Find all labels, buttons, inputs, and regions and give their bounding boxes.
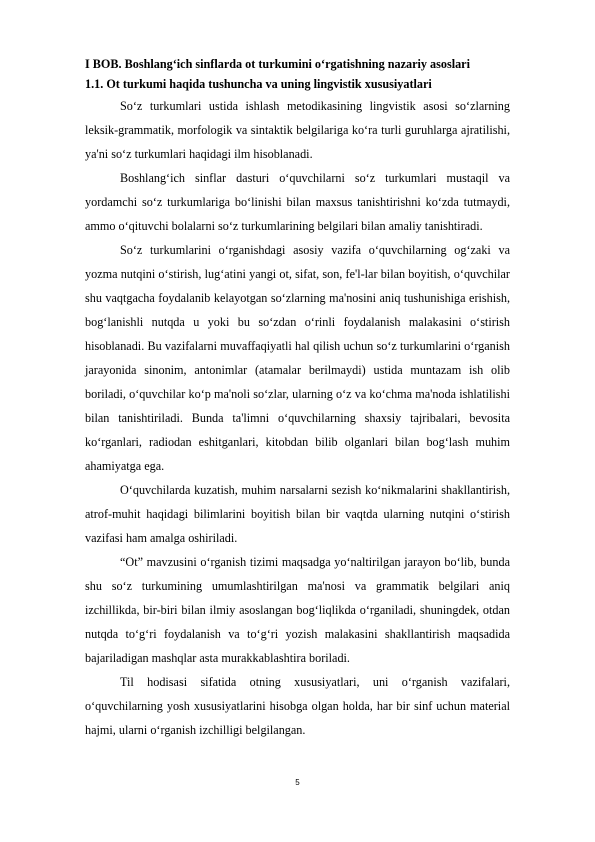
chapter-title: I BOB. Boshlang‘ich sinflarda ot turkumini o‘rgatishning nazariy asoslari <box>85 57 470 71</box>
section-title: 1.1. Ot turkumi haqida tushuncha va uning lingvistik xususiyatlari <box>85 77 432 91</box>
paragraph: Boshlang‘ich sinflar dasturi o‘quvchilarni so‘z turkumlari mustaqil va yordamchi so‘z turkumlariga bo‘linishi bilan maxsus tanishtirishni ko‘zda tutmaydi, ammo o‘qituvchi bolalarni so‘z turkumlarining belgilari bilan amaliy tanishtiradi. <box>85 171 510 233</box>
paragraph: “Ot” mavzusini o‘rganish tizimi maqsadga yo‘naltirilgan jarayon bo‘lib, bunda shu so‘z turkumining umumlashtirilgan ma'nosi va grammatik belgilari aniq izchillikda, bir-biri bilan ilmiy asoslangan bog‘liqlikda o‘rganiladi, shuningdek, otdan nutqda to‘g‘ri foydalanish va to‘g‘ri yozish malakasini shakllantirish maqsadida bajariladigan mashqlar asta murakkablashtira boriladi. <box>85 555 510 665</box>
page-content <box>85 54 510 742</box>
page-number: 5 <box>295 778 300 787</box>
paragraph: So‘z turkumlarini o‘rganishdagi asosiy vazifa o‘quvchilarning og‘zaki va yozma nutqini o‘stirish, lug‘atini yangi ot, sifat, son, fe'l-lar bilan boyitish, o‘quvchilar shu vaqtgacha foydalanib kelayotgan so‘zlarning ma'nosini aniq tushunishiga erishish, bog‘lanishli nutqda u yoki bu so‘zdan o‘rinli foydalanish malakasini o‘stirish hisoblanadi. Bu vazifalarni muvaffaqiyatli hal qilish uchun so‘z turkumlarini o‘rganish jarayonida sinonim, antonimlar (atamalar berilmaydi) ustida muntazam ish olib boriladi, o‘quvchilar ko‘p ma'noli so‘zlar, ularning o‘z va ko‘chma ma'noda ishlatilishi bilan tanishtiriladi. Bunda ta'limni o‘quvchilarning shaxsiy tajribalari, bevosita ko‘rganlari, radiodan eshitganlari, kitobdan bilib olganlari bilan bog‘lash muhim ahamiyatga ega. <box>85 243 510 473</box>
paragraph: O‘quvchilarda kuzatish, muhim narsalarni sezish ko‘nikmalarini shakllantirish, atrof-muhit haqidagi bilimlarini boyitish bilan bir vaqtda ularning nutqini o‘stirish vazifasi ham amalga oshiriladi. <box>85 483 510 545</box>
paragraph: Til hodisasi sifatida otning xususiyatlari, uni o‘rganish vazifalari, o‘quvchilarning yosh xususiyatlarini hisobga olgan holda, har bir sinf uchun material hajmi, ularni o‘rganish izchilligi belgilangan. <box>85 675 510 737</box>
paragraph: So‘z turkumlari ustida ishlash metodikasining lingvistik asosi so‘zlarning leksik-grammatik, morfologik va sintaktik belgilariga ko‘ra turli guruhlarga ajratilishi, ya'ni so‘z turkumlari haqidagi ilm hisoblanadi. <box>85 99 510 161</box>
